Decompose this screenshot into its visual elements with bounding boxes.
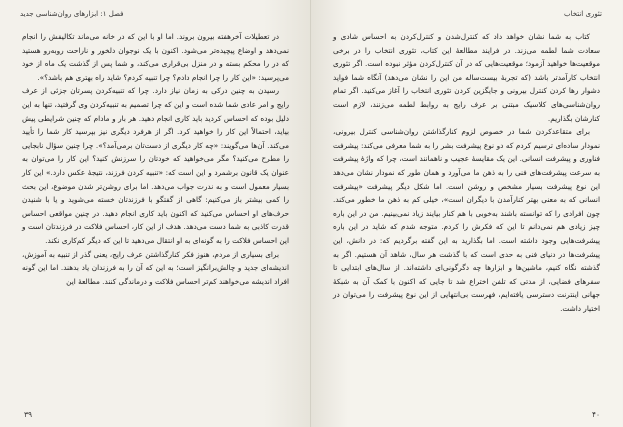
right-page-body <box>333 30 600 315</box>
right-paragraph-1: کتاب به شما نشان خواهد داد که کنترل‌شدن و کنترل‌کردن به احساس شادی و سعادت شما لطمه می‌زند. در فرایند مطالعهٔ این کتاب، تئوری انتخاب را در برخی موقعیت‌ها خواهید آزمود؛ موقعیت‌هایی که در آن کنترل‌کردن مؤثر نبوده است. اگر تئوری انتخاب کارآمدتر باشد (که تجربهٔ بیست‌ساله من این را نشان می‌دهد) آنگاه شما فواید دشوار رها کردن کنترل بیرونی و جایگزین کردن تئوری انتخاب را آغاز می‌کنید. اگر تمام روان‌شناسی‌های کلاسیک مبتنی بر عرف رایج به روابط لطمه می‌زنند، لازم است کنارشان بگذاریم. <box>333 32 600 123</box>
right-running-head: تئوری انتخاب <box>563 10 602 18</box>
left-page-number: ۳۹ <box>24 410 33 419</box>
left-running-head: فصل ۱: ابزارهای روان‌شناسی جدید <box>20 10 124 18</box>
left-page <box>0 0 311 427</box>
left-paragraph-3: برای بسیاری از مردم، هنوز فکر کنار‌گذاشتن عرف رایج، یعنی گذر از تنبیه به آموزش، اندیشه‌ای جدید و چالش‌برانگیز است؛ به این که آن را به فرزندان یاد بدهند. اما این گونه افراد اندیشه می‌خواهند کم‌تر احساس فلاکت و درماندگی کنند. مطالعهٔ این <box>22 249 289 286</box>
right-paragraph-2: برای متقاعدکردن شما در خصوص لزوم کنارگذاشتن روان‌شناسی کنترل بیرونی، نمودار ساده‌ای ترسیم کردم که دو نوع پیشرفت بشر را به شما معرفی می‌کند: پیشرفت فناوری و پیشرفت انسانی. این یک مقایسهٔ عجیب و ناهمانند است، چرا که واژهٔ پیشرفت به سرعت پیشرفت‌های فنی را به ذهن ما می‌آورد و همان طور که نمودار نشان می‌دهد این نوع پیشرفت بسیار مشخص و روشن است. اما شکل دیگر پیشرفت «پیشرفت انسانی که به معنی بهتر کنارآمدن با دیگران است»، خیلی کم به ذهن ما خطور می‌کند. چون افرادی را که توانسته باشند به‌خوبی با هم کنار بیایند زیاد نمی‌بینیم. من در این باره چیز زیادی هم نمی‌دانم تا این که فکرش را کردم. متوجه شدم که شاید در این باره پیشرفت‌هایی وجود داشته است. اما بگذارید به این گفته برگردیم که: در دانش، این پیشرفت‌ها در دنیای فنی به حدی است که با گذشت هر سال، شاهد آن هستیم. اگر به گذشته نگاه کنیم، ماشین‌ها و ابزارها چه دگرگونی‌ای داشته‌اند. از سال‌های ابتدایی تا سفرهای فضایی، از مدتی که تلفن اختراع شد تا جایی که اکنون با کمک آن به شبکهٔ جهانی اینترنت دسترسی یافته‌ایم، فهرست بی‌انتهایی از این نوع پیشرفت را می‌توان در اختیار داشت. <box>333 127 600 313</box>
left-paragraph-1: در تعطیلات آخرهفته بیرون بروند. اما او با این که در خانه می‌ماند تکالیفش را انجام نمی‌دهد و اوضاع پیچیده‌تر می‌شود. اکنون با یک نوجوان دلخور و ناراحت روبه‌رو هستید که در را محکم بسته و در منزل بی‌قراری می‌کند، و شما پس از گذشت یک ماه از خود می‌پرسید: «این کار را چرا انجام دادم؟ چرا تنبیه کردم؟ شاید راه بهتری هم باشد؟». <box>22 32 289 82</box>
left-page-body <box>22 30 289 288</box>
right-page-number: ۴۰ <box>591 410 600 419</box>
right-page <box>311 0 622 427</box>
left-paragraph-2: رسیدن به چنین درکی به زمان نیاز دارد. چرا که تنبیه‌کردن پسرتان جزئی از عرف رایج و امر عادی شما شده است و این که چرا تصمیم به تنبیه‌کردن وی گرفتید، تنها به این دلیل بوده که احساس کردید باید کاری انجام دهید. هر بار و مادام که چنین شرایطی پیش بیاید، احتمالاً این کار را خواهید کرد. اگر از هرفرد دیگری نیز بپرسید کار شما را تأیید می‌کند. آن‌ها می‌گویند: «چه کار دیگری از دست‌تان برمی‌آمد؟». چرا چنین سؤال نابجایی را مطرح می‌کنید؟ مگر می‌خواهید که خودتان را سرزنش کنید؟ این کار را می‌توان به عنوان یک قانون برشمرد و این است که: «تنبیه کردن فرزند، نتیجهٔ عکس دارد.» این کار بسیار معمول است و به ندرت جواب می‌دهد. اما برای روشن‌تر شدن موضوع، این بحث را کمی بیشتر باز می‌کنیم: گاهی از گفتگو با فرزندتان خسته می‌شوید و یا با شنیدن حرف‌های او احساس می‌کنید که اکنون باید کاری انجام دهید. در چنین مواقعی احساس قدرت کاذبی به شما دست می‌دهد. هدف از این کار، احساس فلاکت در فرزندتان است و این احساس فلاکت را به گونه‌ای به او انتقال می‌دهید تا این که دیگر کم‌کاری نکند. <box>22 86 289 245</box>
